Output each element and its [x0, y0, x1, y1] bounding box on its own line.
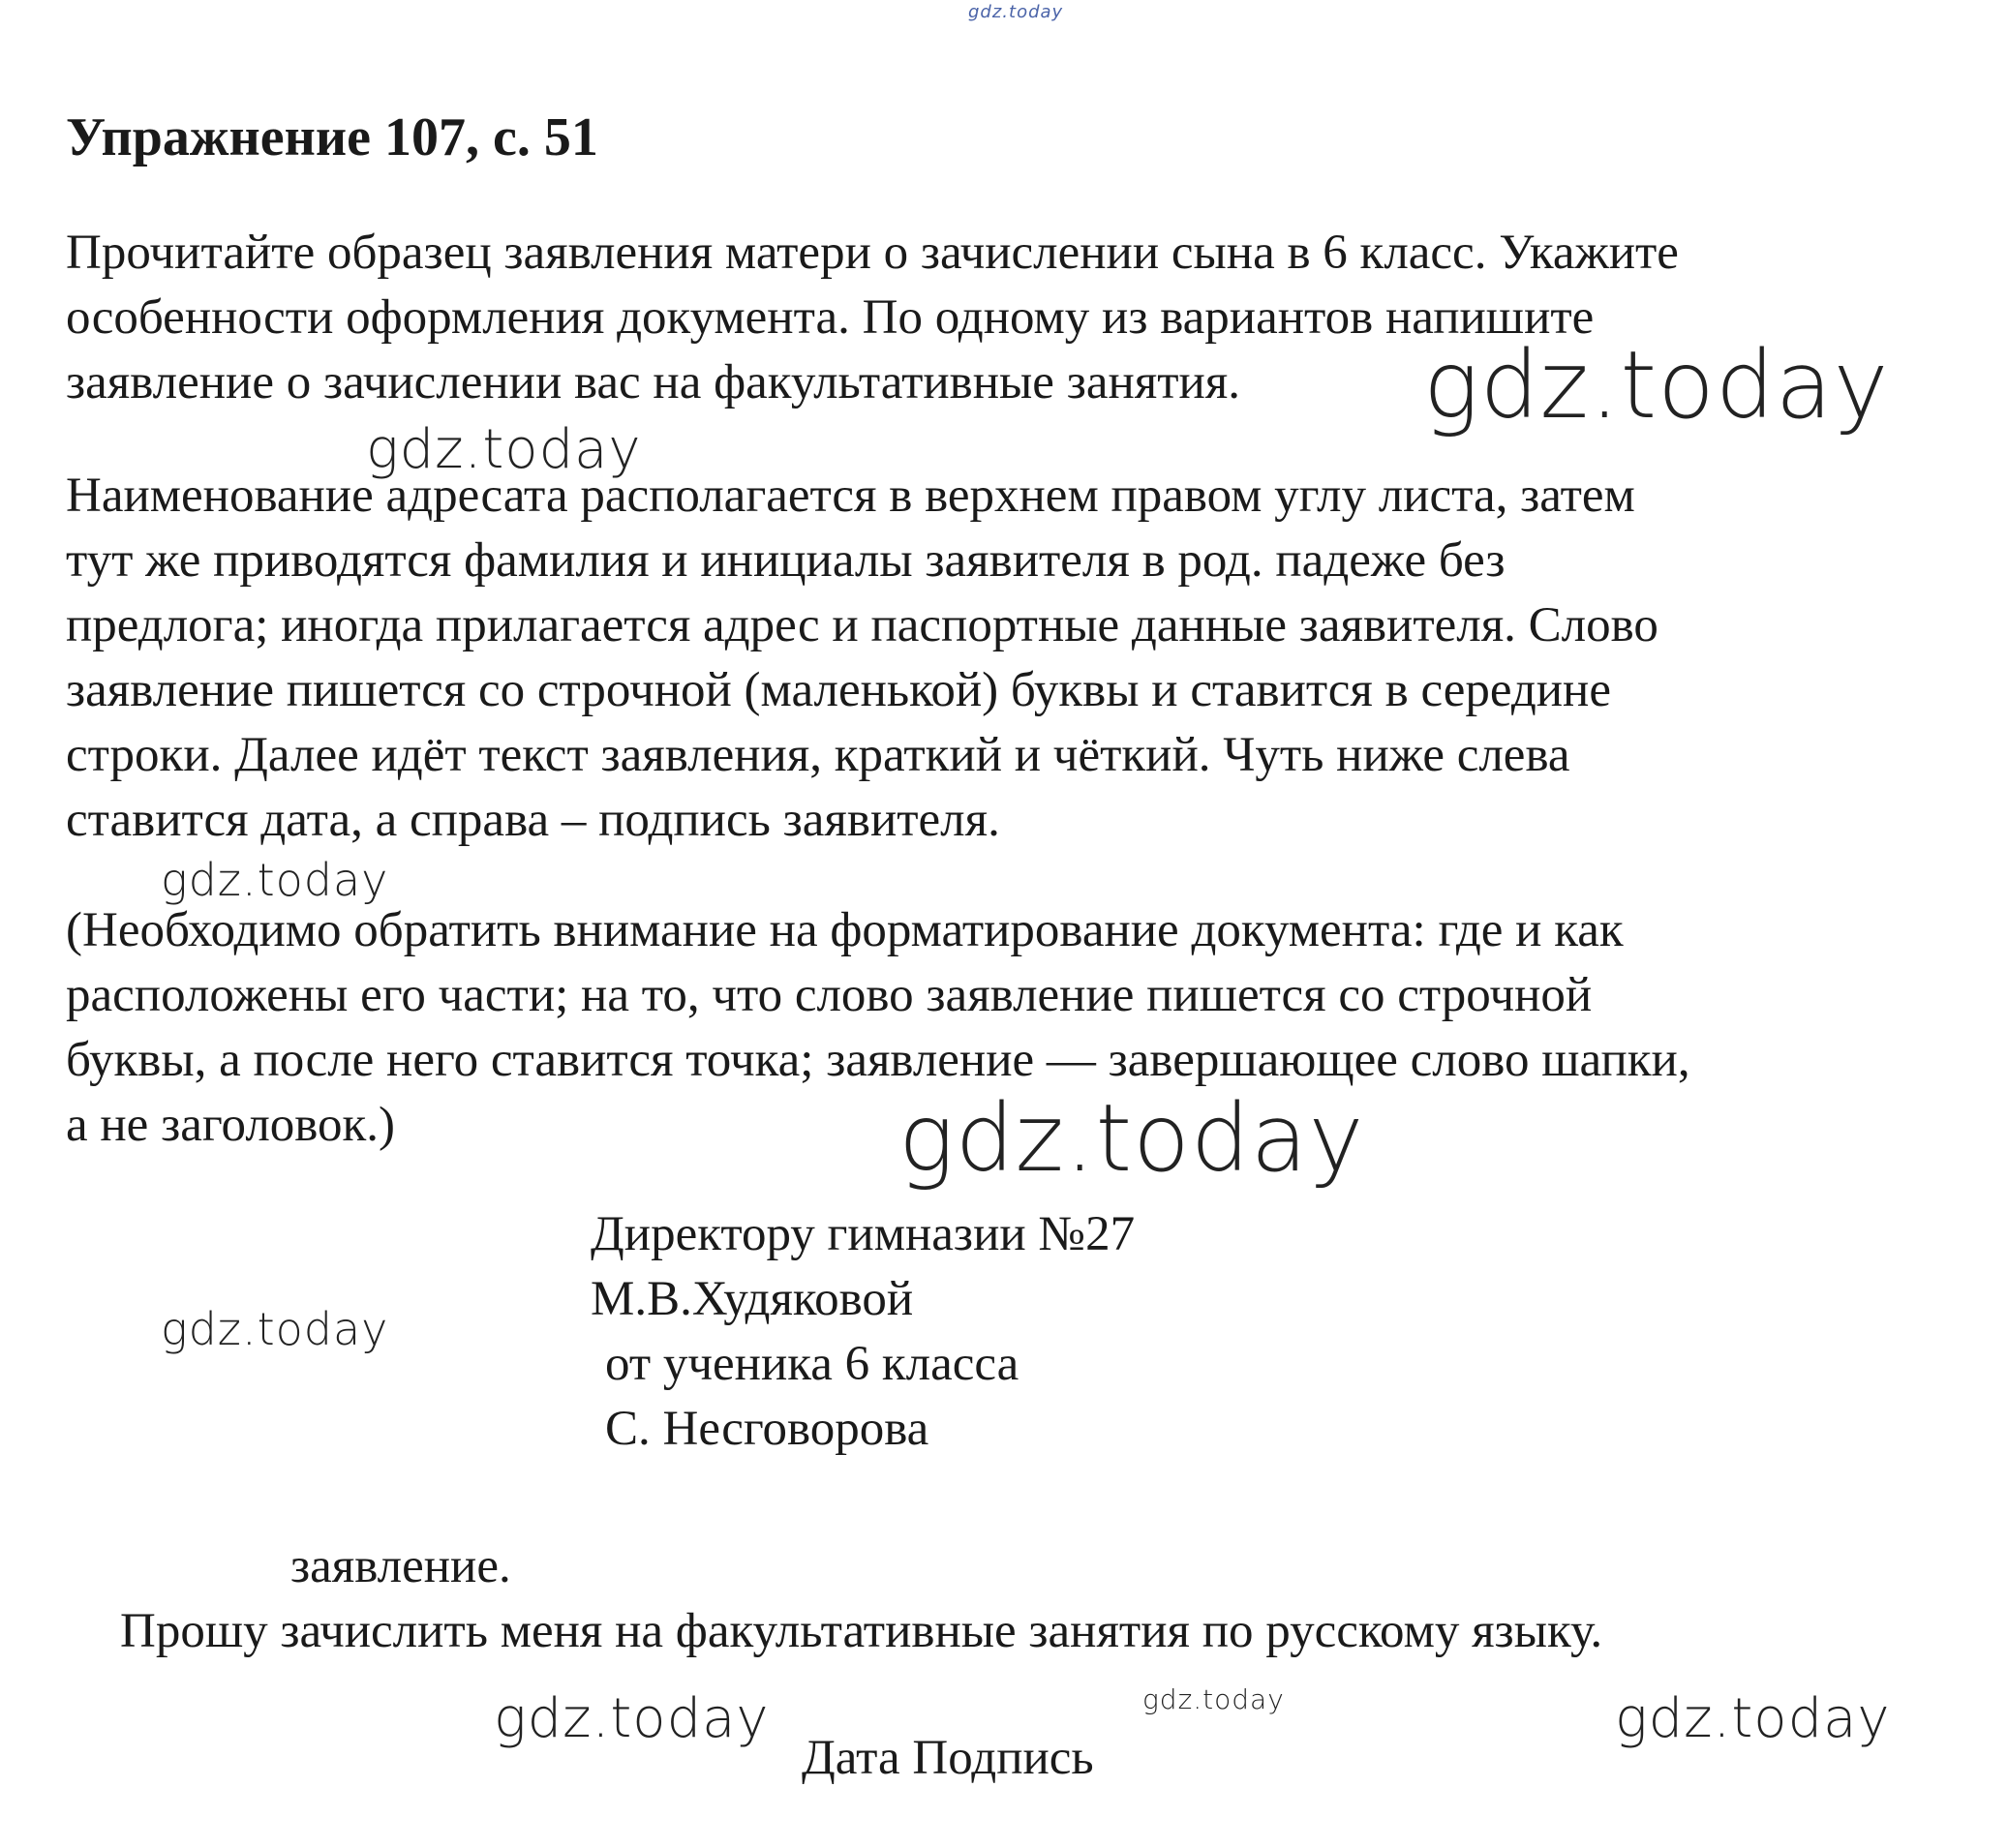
answer-line: предлога; иногда прилагается адрес и паспортные данные заявителя. Слово	[66, 598, 1658, 652]
task-line: особенности оформления документа. По одному из вариантов напишите	[66, 290, 1595, 345]
note-line: а не заголовок.)	[66, 1098, 396, 1152]
statement-addressee	[591, 1202, 1135, 1462]
addressee-line: С. Несговорова	[605, 1402, 929, 1456]
answer-line: строки. Далее идёт текст заявления, краткий и чёткий. Чуть ниже слева	[66, 728, 1570, 782]
note-line: расположены его части; на то, что слово заявление пишется со строчной	[66, 968, 1593, 1022]
answer-line: тут же приводятся фамилия и инициалы заявителя в род. падеже без	[66, 533, 1506, 588]
statement-request: Прошу зачислить меня на факультативные занятия по русскому языку.	[120, 1604, 1603, 1658]
watermark: gdz.today	[1142, 1683, 1285, 1715]
task-line: заявление о зачислении вас на факультативные занятия.	[66, 355, 1241, 409]
answer-line: ставится дата, а справа – подпись заявителя.	[66, 793, 1000, 847]
note-line: буквы, а после него ставится точка; заявление — завершающее слово шапки,	[66, 1033, 1690, 1087]
watermark: gdz.today	[1423, 331, 1890, 439]
watermark: gdz.today	[161, 854, 389, 906]
watermark: gdz.today	[1615, 1687, 1891, 1750]
watermark: gdz.today	[898, 1084, 1365, 1193]
statement-doc-word: заявление.	[290, 1539, 511, 1593]
answer-line: заявление пишется со строчной (маленькой) буквы и ставится в середине	[66, 663, 1611, 717]
watermark: gdz.today	[161, 1303, 389, 1355]
note-paragraph	[66, 898, 1690, 1158]
answer-paragraph	[66, 464, 1658, 853]
answer-line: Наименование адресата располагается в верхнем правом углу листа, затем	[66, 469, 1635, 523]
watermark: gdz.today	[494, 1687, 770, 1750]
date-signature: Дата Подпись	[802, 1731, 1094, 1785]
addressee-line: Директору гимназии №27	[591, 1207, 1136, 1261]
exercise-title: Упражнение 107, с. 51	[66, 107, 598, 167]
addressee-line: М.В.Худяковой	[591, 1272, 914, 1326]
note-line: (Необходимо обратить внимание на форматирование документа: где и как	[66, 903, 1624, 957]
addressee-line: от ученика 6 класса	[605, 1337, 1019, 1391]
watermark: gdz.today	[366, 418, 642, 481]
watermark: gdz.today	[968, 2, 1064, 22]
task-line: Прочитайте образец заявления матери о зачислении сына в 6 класс. Укажите	[66, 226, 1679, 280]
